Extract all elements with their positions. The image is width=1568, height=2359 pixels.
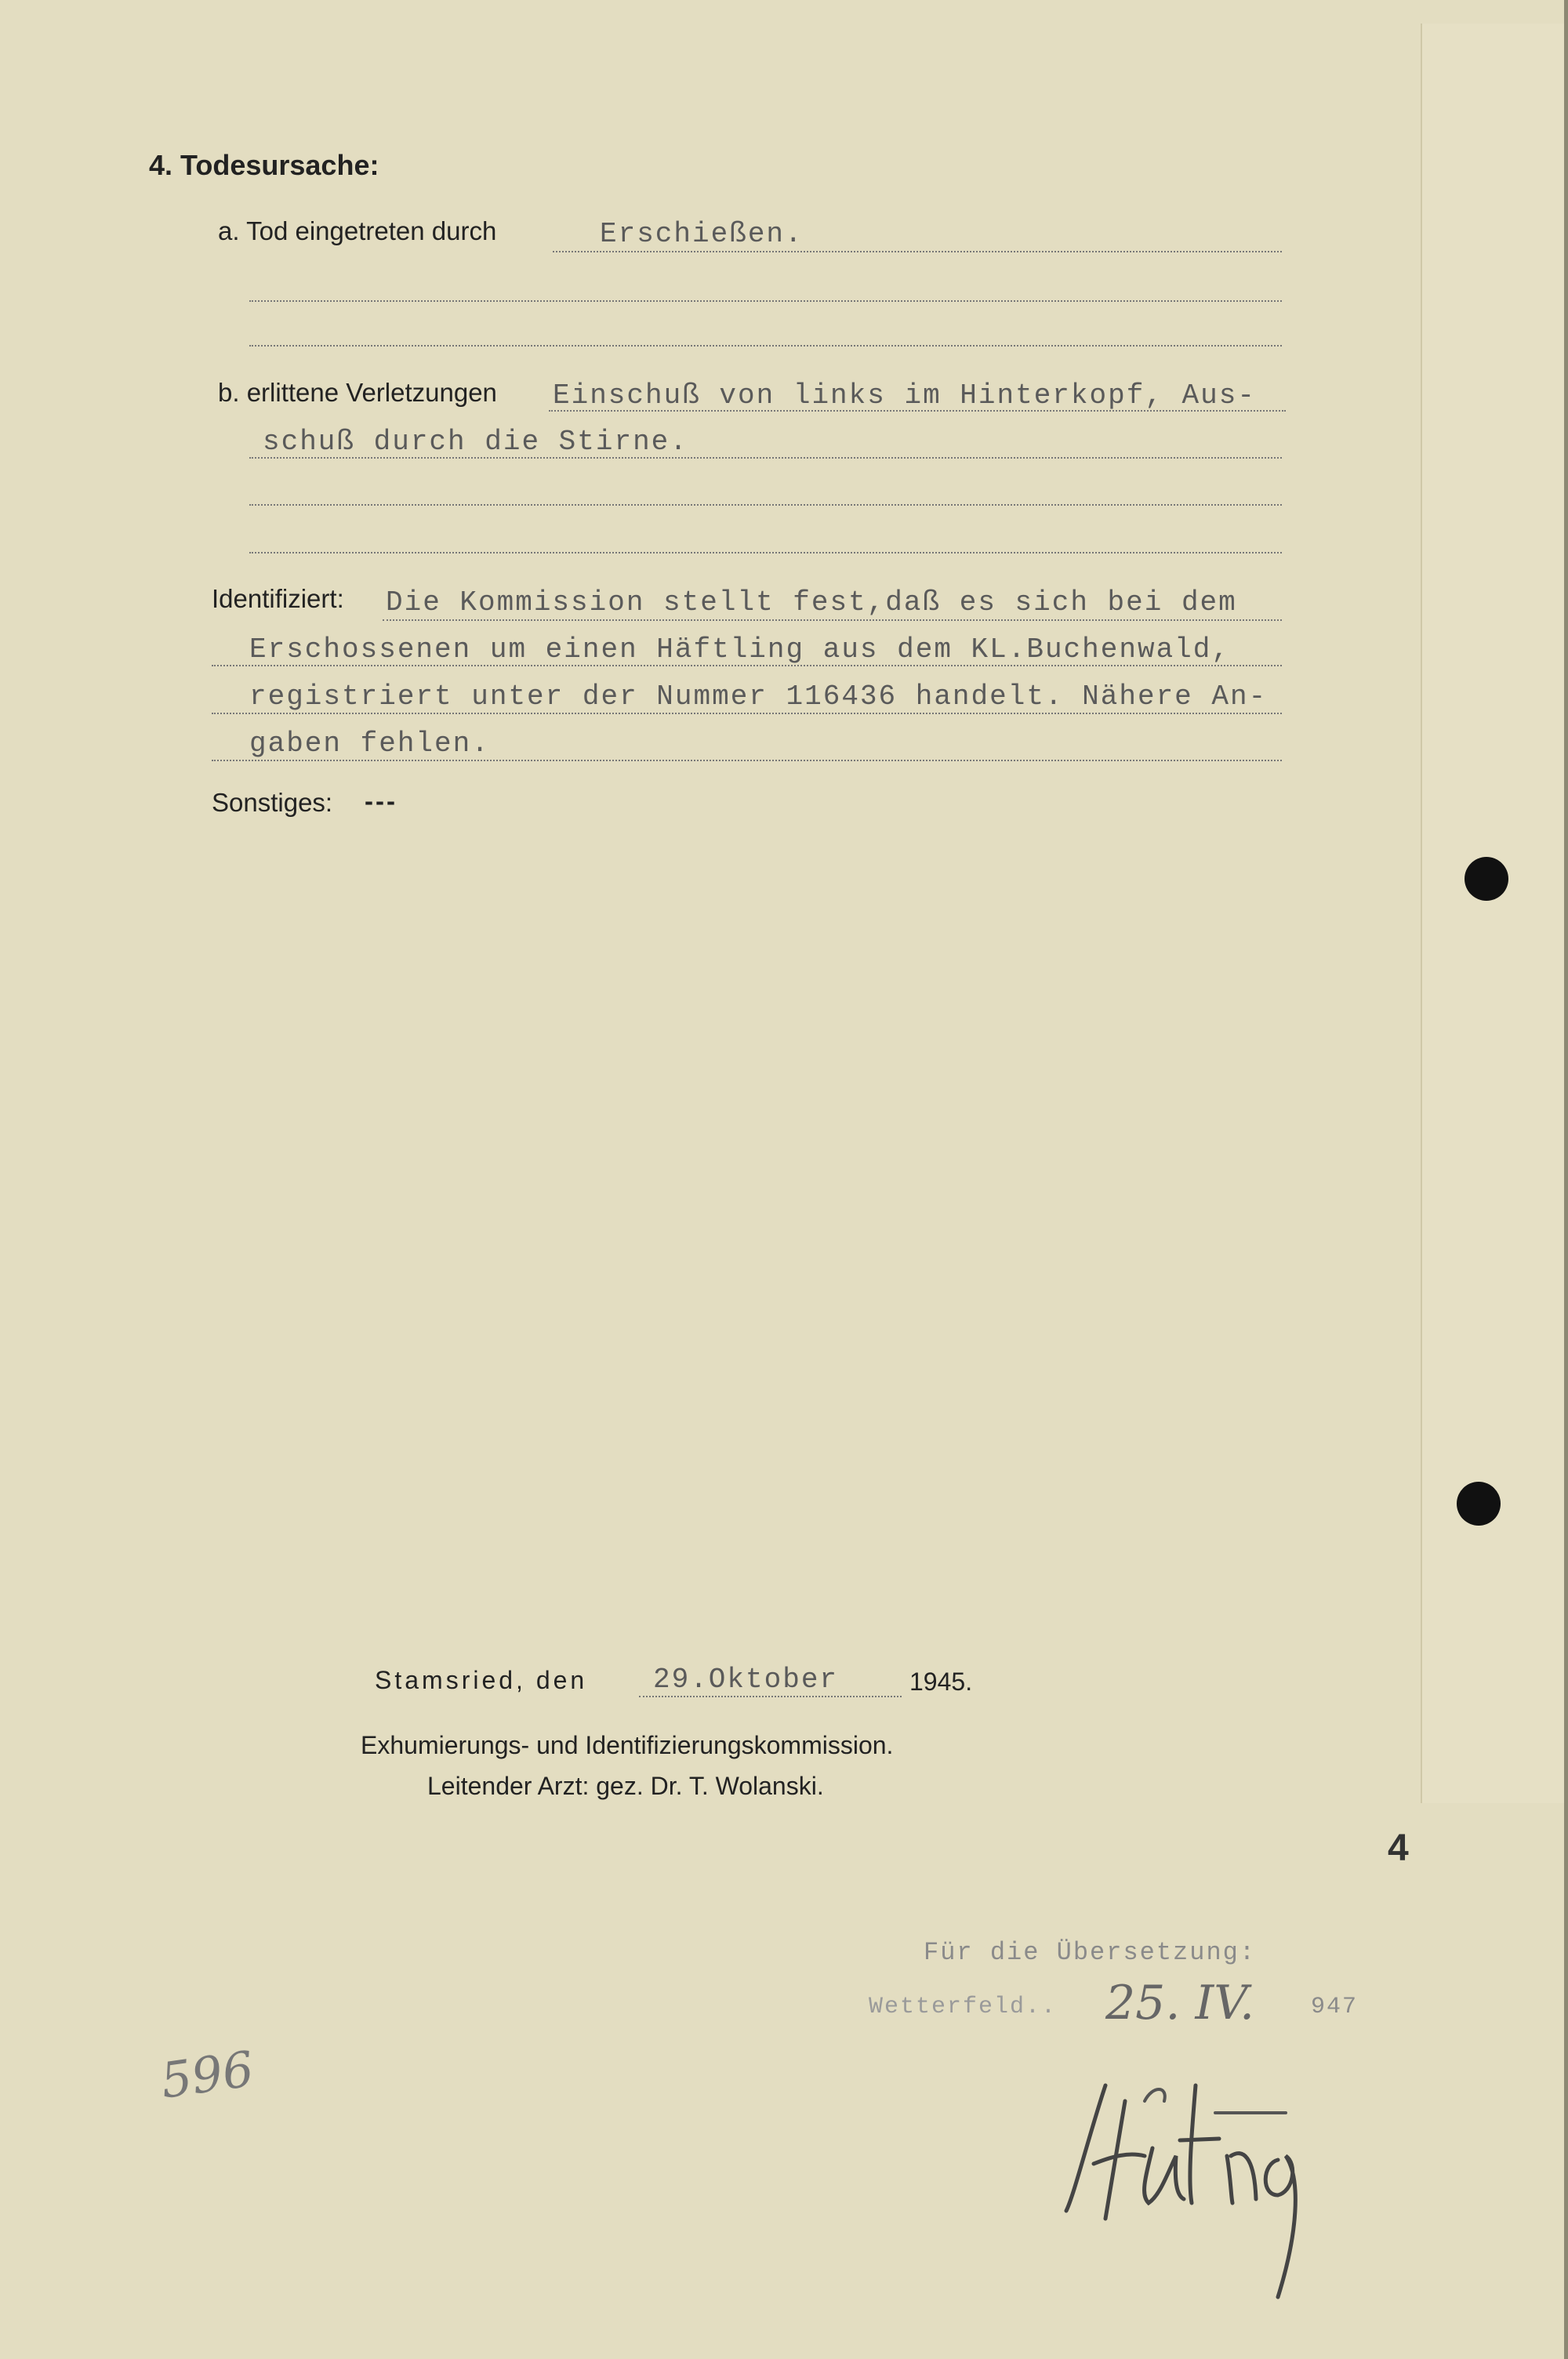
field-a-label: a. Tod eingetreten durch [218, 216, 497, 245]
field-a-value: Erschießen. [600, 218, 804, 250]
page-edge-shadow [1564, 0, 1568, 2359]
commission-name: Exhumierungs- und Identifizierungskommission. [361, 1731, 894, 1759]
identified-line-4: gaben fehlen. [249, 728, 490, 760]
punch-hole [1457, 1482, 1501, 1526]
translation-stamp-place: Wetterfeld.. [869, 1994, 1058, 2020]
edge-mark: 4 [1388, 1827, 1409, 1869]
dotted-line [212, 760, 1282, 761]
other-label: Sonstiges: [212, 788, 333, 817]
dotted-line [249, 552, 1282, 553]
folded-page-edge [1421, 24, 1566, 1803]
dotted-line [249, 300, 1282, 302]
field-b-label: b. erlittene Verletzungen [218, 378, 497, 407]
identified-line-2: Erschossenen um einen Häftling aus dem KL.Buchenwald, [249, 633, 1230, 666]
identified-label: Identifiziert: [212, 584, 344, 613]
identified-line-3: registriert unter der Nummer 116436 handelt. Nähere An- [249, 680, 1268, 713]
section-number: 4. [149, 149, 173, 181]
section-heading [149, 149, 379, 182]
leading-doctor: Leitender Arzt: gez. Dr. T. Wolanski. [427, 1772, 824, 1800]
injuries-line-2: schuß durch die Stirne. [263, 426, 688, 458]
dotted-line [639, 1696, 902, 1697]
translation-stamp-date: 25. IV. [1105, 1976, 1255, 2031]
handwritten-signature [1051, 2038, 1348, 2313]
dotted-line [212, 713, 1282, 714]
translation-stamp-line-1: Für die Übersetzung: [924, 1938, 1257, 1967]
punch-hole [1465, 857, 1508, 901]
other-value: --- [365, 786, 397, 815]
page-number: 596 [157, 2040, 257, 2110]
footer-date: 29.Oktober [653, 1664, 839, 1696]
section-title: Todesursache: [180, 149, 379, 181]
injuries-line-1: Einschuß von links im Hinterkopf, Aus- [553, 379, 1256, 412]
dotted-line [553, 251, 1282, 252]
dotted-line [249, 504, 1282, 506]
identified-line-1: Die Kommission stellt fest,daß es sich bei dem [386, 586, 1237, 619]
place-date-prefix: Stamsried, den [375, 1666, 588, 1694]
footer-year: 1945. [909, 1668, 973, 1696]
translation-stamp-year: 947 [1311, 1994, 1359, 2020]
dotted-line [383, 619, 1282, 621]
dotted-line [249, 345, 1282, 347]
